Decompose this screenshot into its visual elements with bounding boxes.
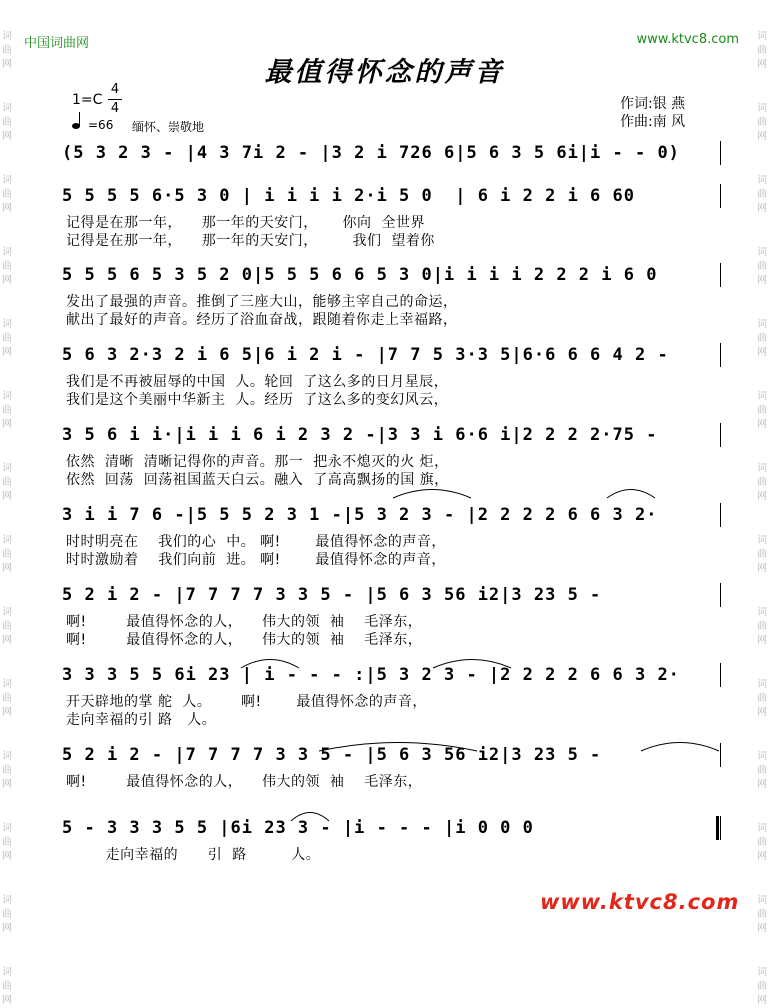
barline	[720, 816, 721, 840]
final-barline	[716, 816, 719, 840]
lyric-line-5-1: 依然 清晰 清晰记得你的声音。那一 把永不熄灭的火 炬，	[66, 454, 449, 470]
lyric-line-3-2: 献出了最好的声音。经历了浴血奋战，跟随着你走上幸福路，	[66, 312, 458, 328]
lyric-line-8-1: 开天辟地的掌 舵 人。 啊! 最值得怀念的声音，	[66, 694, 427, 710]
time-top: 4	[110, 82, 120, 97]
side-watermark-left: 词 曲 网 词 曲 网 词 曲 网 词 曲 网 词 曲 网 词 曲 网 词 曲 网 词 曲 网 词 曲 网 词 曲 网 词 曲 网 词 曲 网 词 曲 网 词 曲 网	[2, 31, 12, 1006]
lyric-line-8-2: 走向幸福的引 路 人。	[66, 712, 217, 728]
barline	[720, 583, 721, 607]
lyric-line-5-2: 依然 回荡 回荡祖国蓝天白云。融入 了高高飘扬的国 旗，	[66, 472, 449, 488]
music-row-4: 5 6 3 2·3 2 i 6 5|6 i 2 i - |7 7 5 3·3 5|6·6 6 6 4 2 -	[62, 345, 669, 365]
barline	[720, 743, 721, 767]
song-title: 最值得怀念的声音	[264, 57, 505, 88]
lyric-line-7-2: 啊! 最值得怀念的人， 伟大的领 袖 毛泽东，	[66, 632, 423, 648]
barline	[720, 423, 721, 447]
time-bottom: 4	[110, 101, 120, 116]
site-name-left: 中国词曲网	[24, 36, 90, 51]
lyric-line-2-2: 记得是在那一年， 那一年的天安门， 我们 望着你	[66, 233, 435, 249]
music-row-8: 3 3 3 5 5 6i 23 | i - - - :|5 3 2 3 - |2 2 2 2 6 6 3 2·	[62, 665, 680, 685]
slur-mark	[432, 655, 512, 669]
lyric-line-2-1: 记得是在那一年， 那一年的天安门， 你向 全世界	[66, 215, 425, 231]
site-url-right: www.ktvc8.com	[636, 32, 739, 47]
music-row-10: 5 - 3 3 3 5 5 |6i 23 3 - |i - - - |i 0 0 0	[62, 818, 534, 838]
barline	[720, 184, 721, 208]
barline	[720, 503, 721, 527]
footer-watermark: www.ktvc8.com	[540, 890, 740, 914]
tempo-value: =66	[88, 118, 114, 132]
music-row-7: 5 2 i 2 - |7 7 7 7 3 3 5 - |5 6 3 56 i2|3 23 5 -	[62, 585, 602, 605]
lyric-line-6-1: 时时明亮在 我们的心 中。 啊! 最值得怀念的声音，	[66, 534, 446, 550]
key-signature: 1=C	[72, 92, 103, 108]
slur-mark	[318, 738, 478, 752]
lyric-line-6-2: 时时激励着 我们向前 进。 啊! 最值得怀念的声音，	[66, 552, 446, 568]
lyric-line-4-2: 我们是这个美丽中华新主 人。经历 了这么多的变幻风云，	[66, 392, 449, 408]
barline	[720, 141, 721, 165]
music-row-1: (5 3 2 3 - |4 3 7i 2 - |3 2 i 726 6|5 6 3 5 6i|i - - 0)	[62, 143, 680, 163]
lyric-line-10-1: 走向幸福的 引 路 人。	[66, 847, 321, 863]
lyricist-credit: 作词:银 燕	[620, 96, 686, 112]
barline	[720, 663, 721, 687]
composer-credit: 作曲:南 风	[620, 114, 686, 130]
music-row-6: 3 i i 7 6 -|5 5 5 2 3 1 -|5 3 2 3 - |2 2 2 2 6 6 3 2·	[62, 505, 658, 525]
slur-mark	[392, 485, 472, 499]
expression-marking: 缅怀、崇敬地	[132, 120, 205, 134]
music-row-9: 5 2 i 2 - |7 7 7 7 3 3 5 - |5 6 3 56 i2|3 23 5 -	[62, 745, 602, 765]
slur-mark	[606, 485, 656, 499]
music-row-3: 5 5 5 6 5 3 5 2 0|5 5 5 6 6 5 3 0|i i i i 2 2 2 i 6 0	[62, 265, 658, 285]
time-signature	[108, 82, 122, 117]
music-row-5: 3 5 6 i i·|i i i 6 i 2 3 2 -|3 3 i 6·6 i|2 2 2 2·75 -	[62, 425, 658, 445]
lyric-line-9-1: 啊! 最值得怀念的人， 伟大的领 袖 毛泽东，	[66, 774, 423, 790]
lyric-line-4-1: 我们是不再被屈辱的中国 人。轮回 了这么多的日月星辰，	[66, 374, 449, 390]
side-watermark-right: 词 曲 网 词 曲 网 词 曲 网 词 曲 网 词 曲 网 词 曲 网 词 曲 网 词 曲 网 词 曲 网 词 曲 网 词 曲 网 词 曲 网 词 曲 网 词 曲 网	[757, 31, 767, 1006]
slur-mark	[640, 738, 720, 752]
tempo-marking	[72, 118, 113, 132]
barline	[720, 263, 721, 287]
barline	[720, 343, 721, 367]
time-divider	[108, 99, 122, 100]
slur-mark	[240, 655, 300, 669]
music-row-2: 5 5 5 5 6·5 3 0 | i i i i 2·i 5 0 | 6 i 2 2 i 6 60	[62, 186, 635, 206]
lyric-line-3-1: 发出了最强的声音。推倒了三座大山，能够主宰自己的命运，	[66, 294, 458, 310]
quarter-note-icon	[72, 123, 80, 129]
slur-mark	[290, 808, 330, 822]
lyric-line-7-1: 啊! 最值得怀念的人， 伟大的领 袖 毛泽东，	[66, 614, 423, 630]
